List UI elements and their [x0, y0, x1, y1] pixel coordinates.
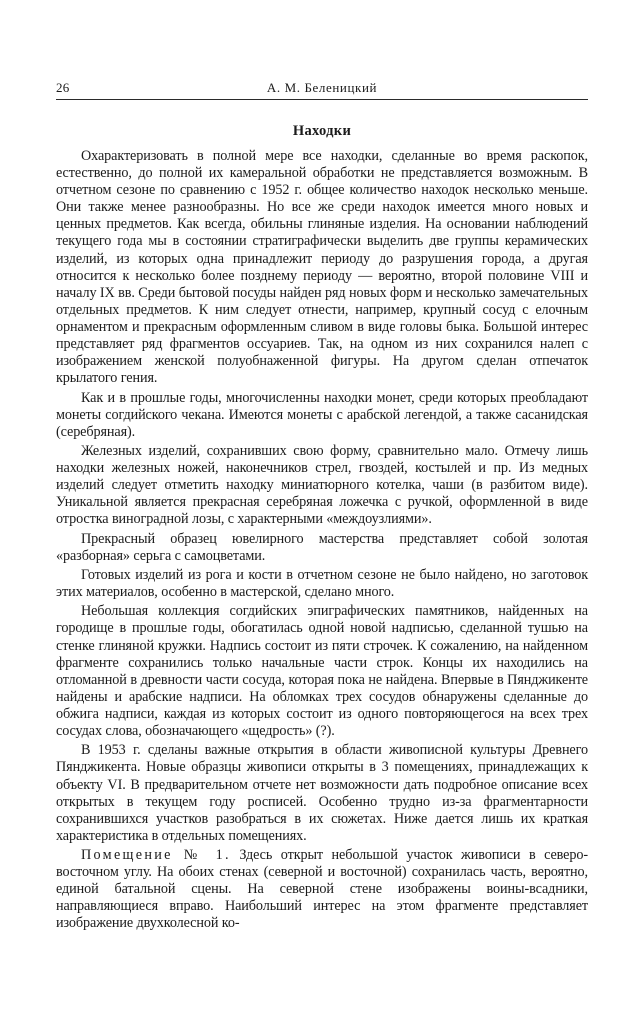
- paragraph-text: Здесь открыт небольшой участок живописи в северо-восточном углу. На обоих стенах (северной и восточной) сохранилась часть, вероятно, единой батальной сцены. На северной стене изображены воины-всадники, направляющиеся вправо. Наибольший интерес на этом фрагменте представляет изображение двухколесной ко-: [56, 847, 588, 932]
- paragraph: Прекрасный образец ювелирного мастерства представляет собой золотая «разборная» серьга с самоцветами.: [56, 530, 588, 564]
- paragraph: Небольшая коллекция согдийских эпиграфических памятников, найденных на городище в прошлые годы, обогатилась одной новой надписью, сделанной тушью на стенке глиняной кружки. Надпись состоит из пяти строчек. К сожалению, на найденном фрагменте сохранились только начальные части строк. Концы их находились на отломанной в древности части сосуда, которая пока не найдена. Впервые в Пянджикенте найдены и арабские надписи. На обломках трех сосудов обнаружены сделанные до обжига надписи, каждая из которых состоит из одного повторяющегося на всех трех сосудах слова, обозначающего «щедрость» (?).: [56, 603, 588, 740]
- page-number: 26: [56, 80, 70, 95]
- paragraph: [56, 847, 588, 932]
- paragraph: Как и в прошлые годы, многочисленны находки монет, среди которых преобладают монеты согдийского чекана. Имеются монеты с арабской легендой, а также сасанидская (серебряная).: [56, 389, 588, 440]
- paragraph: Охарактеризовать в полной мере все находки, сделанные во время раскопок, естественно, до полной их камеральной обработки не представляется возможным. В отчетном сезоне по сравнению с 1952 г. общее количество находок несколько меньше. Они также менее разнообразны. Но все же среди находок имеется много новых и ценных предметов. Как всегда, обильны глиняные изделия. На основании наблюдений текущего года мы в состоянии стратиграфически выделить две группы керамических изделий, из которых одна принадлежит периоду до разрушения города, а другая относится к несколько более позднему периоду — вероятно, второй половине VIII и началу IX вв. Среди бытовой посуды найден ряд новых форм и несколько замечательных отдельных предметов. К ним следует отнести, например, крупный сосуд с елочным орнаментом и прекрасным оформленным сливом в виде головы быка. Большой интерес представляет ряд фрагментов оссуариев. Так, на одном из них сохранился налеп с изображением женской полуобнаженной фигуры. На другом сделан отпечаток крылатого гения.: [56, 148, 588, 387]
- paragraph: Железных изделий, сохранивших свою форму, сравнительно мало. Отмечу лишь находки железных ножей, наконечников стрел, гвоздей, костылей и пр. Из медных изделий следует отметить находку миниатюрного котелка, чаши (в разбитом виде). Уникальной является прекрасная серебряная ложечка с ручкой, оформленной в виде отростка виноградной лозы, с характерными «междоузлиями».: [56, 442, 588, 528]
- paragraph: Готовых изделий из рога и кости в отчетном сезоне не было найдено, но заготовок этих материалов, особенно в мастерской, сделано много.: [56, 567, 588, 601]
- paragraph: В 1953 г. сделаны важные открытия в области живописной культуры Древнего Пянджикента. Новые образцы живописи открыты в 3 помещениях, принадлежащих к объекту VI. В предварительном отчете нет возможности дать подробное описание всех открытых в текущем году росписей. Особенно трудно из-за фрагментарности сохранившихся участков разобраться в их сюжетах. Ниже дается лишь их краткая характеристика в отдельных помещениях.: [56, 742, 588, 844]
- body-text: [56, 148, 588, 933]
- document-page: [56, 80, 588, 935]
- room-heading: Помещение № 1.: [81, 847, 231, 864]
- header-rule: [56, 99, 588, 100]
- running-head: [56, 80, 588, 98]
- running-title: А. М. Беленицкий: [266, 80, 378, 95]
- section-title: Находки: [292, 123, 352, 139]
